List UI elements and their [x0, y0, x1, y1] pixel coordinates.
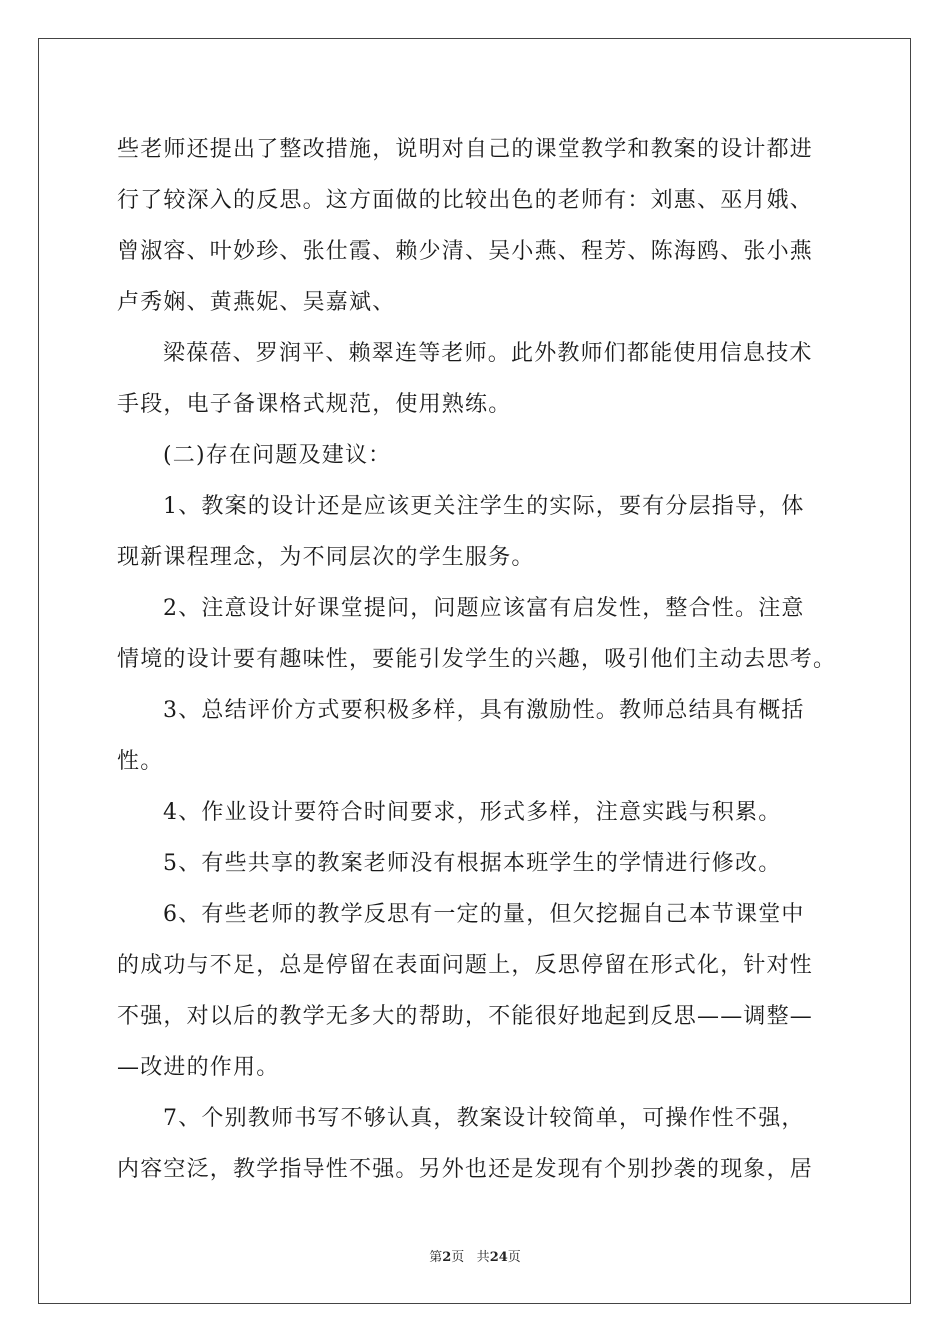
text-line: 7、个别教师书写不够认真，教案设计较简单，可操作性不强， — [163, 1106, 805, 1131]
text-line: 3、总结评价方式要积极多样，具有激励性。教师总结具有概括 — [163, 698, 805, 723]
text-line: 性。 — [117, 749, 164, 774]
text-line: 行了较深入的反思。这方面做的比较出色的老师有：刘惠、巫月娥、 — [117, 188, 814, 213]
text-line: 梁葆蓓、罗润平、赖翠连等老师。此外教师们都能使用信息技术 — [163, 341, 813, 366]
text-line: 6、有些老师的教学反思有一定的量，但欠挖掘自己本节课堂中 — [163, 902, 805, 927]
text-line: —改进的作用。 — [117, 1055, 280, 1080]
section-heading: (二)存在问题及建议： — [163, 443, 392, 468]
text-line: 内容空泛，教学指导性不强。另外也还是发现有个别抄袭的现象，居 — [117, 1157, 814, 1182]
text-line: 4、作业设计要符合时间要求，形式多样，注意实践与积累。 — [163, 800, 782, 825]
footer-total-suffix: 页 — [507, 1250, 521, 1265]
total-page-number: 24 — [489, 1250, 508, 1265]
text-line: 曾淑容、叶妙珍、张仕霞、赖少清、吴小燕、程芳、陈海鸥、张小燕 — [117, 239, 814, 264]
page-footer — [0, 1246, 950, 1265]
text-line: 2、注意设计好课堂提问，问题应该富有启发性，整合性。注意 — [163, 596, 805, 621]
text-line: 手段，电子备课格式规范，使用熟练。 — [117, 392, 512, 417]
text-line: 些老师还提出了整改措施，说明对自己的课堂教学和教案的设计都进 — [117, 137, 814, 162]
text-line: 5、有些共享的教案老师没有根据本班学生的学情进行修改。 — [163, 851, 782, 876]
text-line: 不强，对以后的教学无多大的帮助，不能很好地起到反思——调整— — [117, 1004, 814, 1029]
text-line: 的成功与不足，总是停留在表面问题上，反思停留在形式化，针对性 — [117, 953, 814, 978]
document-body — [117, 128, 837, 1199]
footer-page-suffix: 页 — [451, 1250, 465, 1265]
footer-prefix: 第 — [429, 1250, 443, 1265]
text-line: 情境的设计要有趣味性，要能引发学生的兴趣，吸引他们主动去思考。 — [117, 647, 837, 672]
text-line: 现新课程理念，为不同层次的学生服务。 — [117, 545, 535, 570]
text-line: 卢秀娴、黄燕妮、吴嘉斌、 — [117, 290, 396, 315]
text-line: 1、教案的设计还是应该更关注学生的实际，要有分层指导，体 — [163, 494, 805, 519]
current-page-number: 2 — [442, 1250, 452, 1265]
footer-total-prefix: 共 — [476, 1250, 490, 1265]
